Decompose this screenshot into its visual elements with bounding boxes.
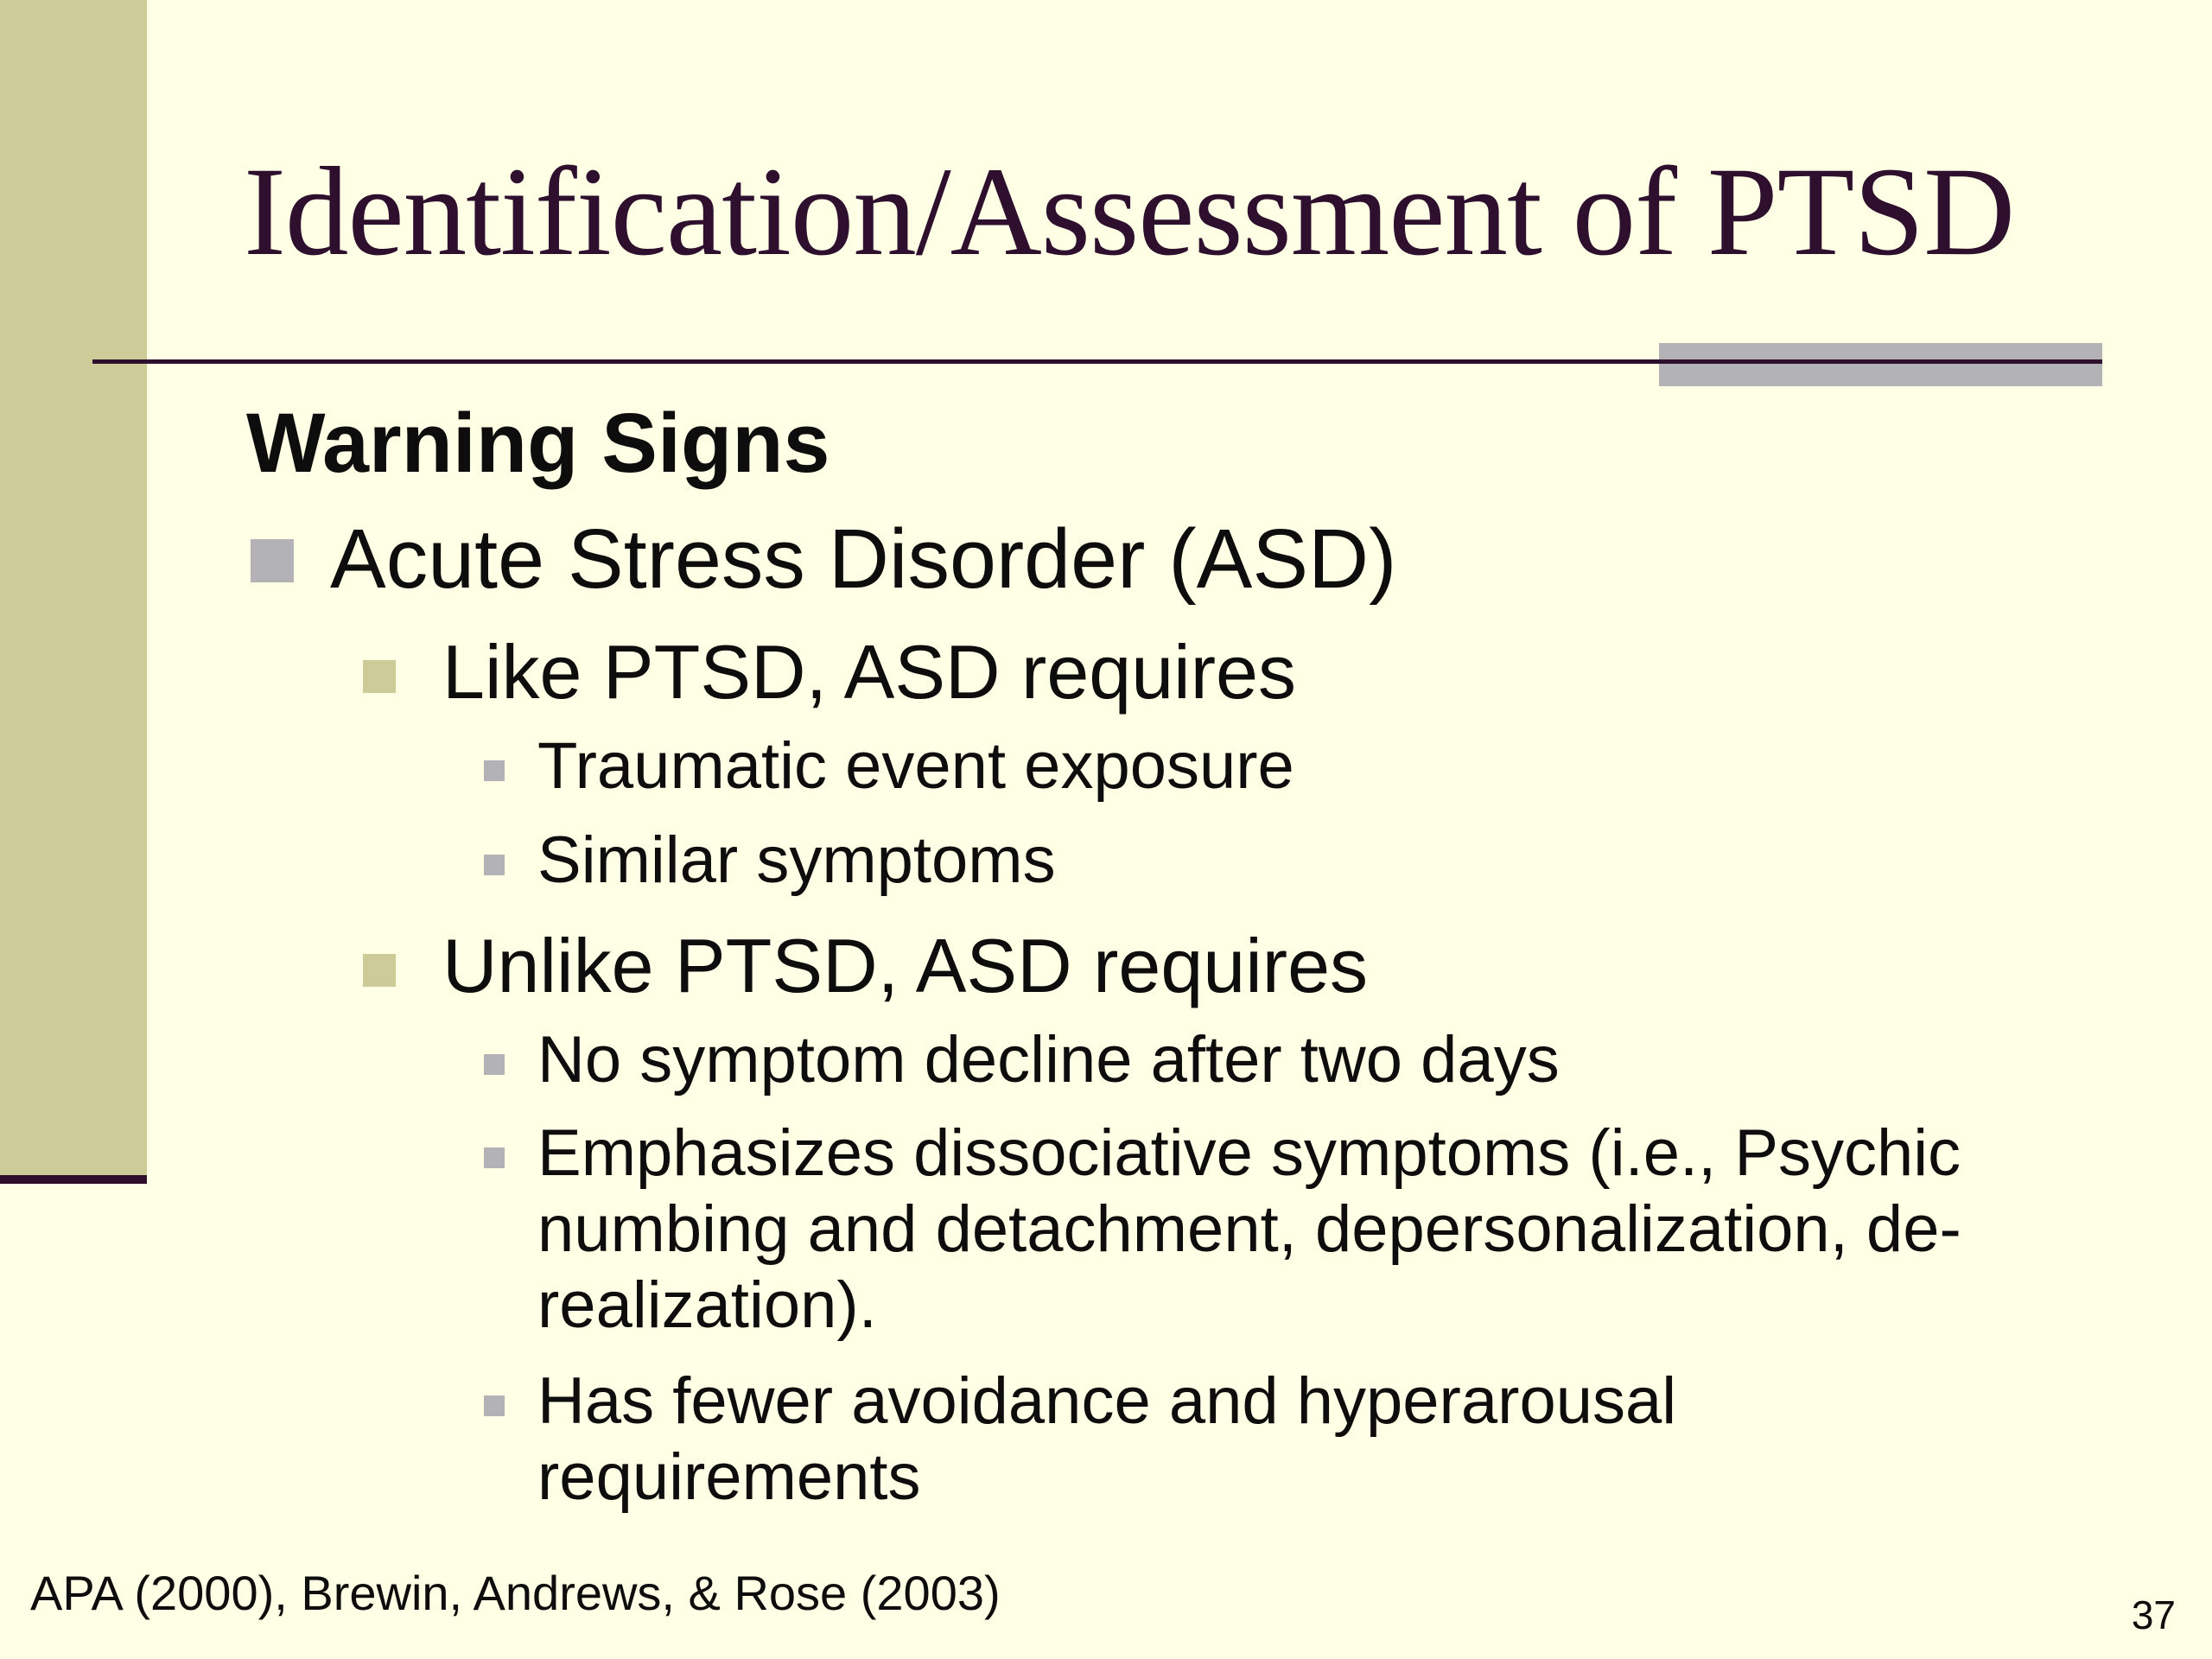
list-item-text-line: requirements [537,1440,921,1514]
list-item [330,512,1396,607]
square-bullet-icon [251,539,294,582]
slide-title: Identification/Assessment of PTSD [244,141,2015,282]
square-bullet-icon [363,954,396,987]
section-heading: Warning Signs [246,396,830,490]
list-item-text-line: numbing and detachment, depersonalization, de- [537,1192,1961,1266]
square-bullet-icon [484,1054,505,1075]
list-item-text: Like PTSD, ASD requires [442,629,1296,715]
list-item-text: Traumatic event exposure [537,729,1294,803]
list-item [537,1022,1560,1098]
square-bullet-icon [484,1395,505,1416]
list-item [537,728,1294,804]
page-number: 37 [2131,1592,2176,1637]
list-item-text: Unlike PTSD, ASD requires [442,923,1369,1008]
list-item [537,823,1056,899]
list-item-text-line: Emphasizes dissociative symptoms (i.e., Psychic [537,1116,1961,1190]
square-bullet-icon [363,660,396,693]
list-item-text: No symptom decline after two days [537,1023,1560,1096]
square-bullet-icon [484,855,505,875]
list-item-text-line: Has fewer avoidance and hyperarousal [537,1364,1677,1438]
list-item-text: Similar symptoms [537,823,1056,897]
list-item [537,1363,1676,1516]
citation: APA (2000), Brewin, Andrews, & Rose (2003) [30,1566,1001,1620]
list-item-text-line: realization). [537,1268,877,1342]
list-item-text: Acute Stress Disorder (ASD) [330,512,1397,606]
list-item [537,1116,1961,1344]
list-item [442,629,1296,715]
list-item [442,923,1368,1009]
square-bullet-icon [484,1147,505,1168]
square-bullet-icon [484,760,505,781]
